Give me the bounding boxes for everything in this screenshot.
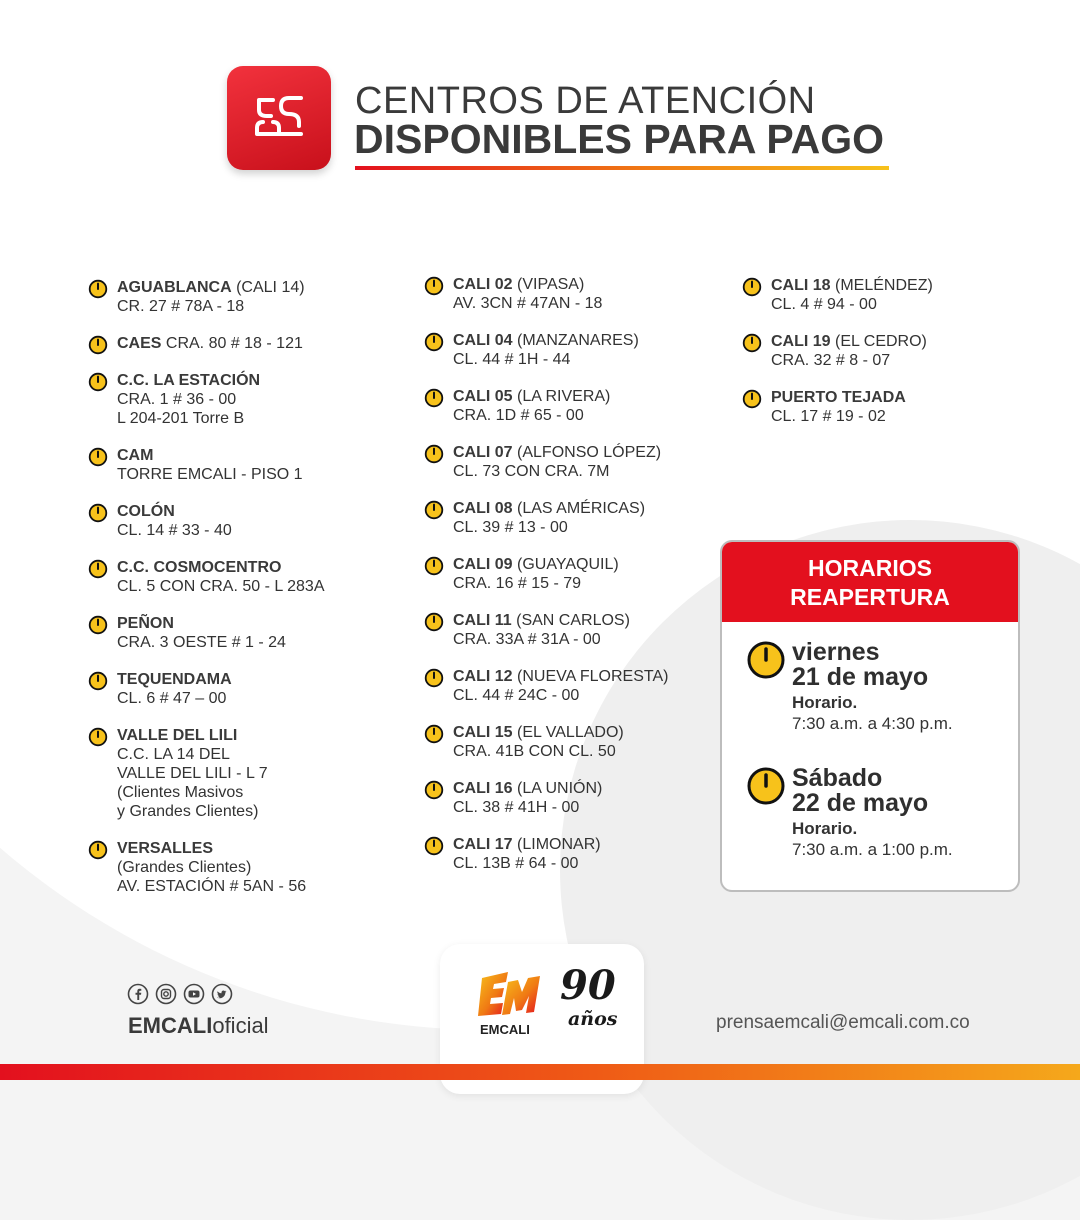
- hours-date: 22 de mayo: [792, 789, 929, 817]
- contact-email[interactable]: prensaemcali@emcali.com.co: [716, 1012, 970, 1033]
- social-icons: [127, 983, 233, 1005]
- location-address-line: CRA. 33A # 31A - 00: [453, 631, 601, 648]
- clock-icon: [88, 447, 108, 467]
- location-address-line: CL. 38 # 41H - 00: [453, 799, 580, 816]
- location-name: PEÑON: [117, 615, 174, 632]
- social-handle-rest: oficial: [212, 1013, 269, 1038]
- location-address-line: CRA. 1D # 65 - 00: [453, 407, 584, 424]
- location-suffix: CRA. 80 # 18 - 121: [161, 335, 303, 352]
- clock-icon: [424, 668, 444, 688]
- hours-day: Sábado: [792, 764, 883, 792]
- clock-icon: [88, 727, 108, 747]
- title-underline: [355, 166, 889, 170]
- location-name: CALI 18: [771, 277, 831, 294]
- location-address-line: CRA. 32 # 8 - 07: [771, 352, 891, 369]
- location-address-line: VALLE DEL LILI - L 7: [117, 765, 268, 782]
- location-name: CALI 16: [453, 780, 513, 797]
- location-address-line: CR. 27 # 78A - 18: [117, 298, 245, 315]
- location-address-line: CL. 14 # 33 - 40: [117, 522, 232, 539]
- location-name: PUERTO TEJADA: [771, 389, 906, 406]
- location-name: VALLE DEL LILI: [117, 727, 238, 744]
- location-name: CAES: [117, 335, 162, 352]
- reopening-hours-card: [720, 540, 1020, 892]
- location-address-line: AV. 3CN # 47AN - 18: [453, 295, 603, 312]
- location-suffix: (LA RIVERA): [512, 388, 611, 405]
- locations-column-1: [88, 278, 388, 914]
- clock-icon: [424, 500, 444, 520]
- hours-day: viernes: [792, 638, 880, 666]
- location-item: [88, 839, 388, 896]
- location-address-line: CL. 5 CON CRA. 50 - L 283A: [117, 578, 325, 595]
- location-suffix: (SAN CARLOS): [511, 612, 630, 629]
- hours-label: Horario.: [792, 693, 858, 712]
- facebook-icon[interactable]: [127, 983, 149, 1005]
- location-suffix: (LAS AMÉRICAS): [512, 500, 646, 517]
- location-name: CALI 19: [771, 333, 831, 350]
- emcali-logo-icon: [478, 968, 544, 1020]
- clock-icon: [88, 671, 108, 691]
- location-item: [424, 275, 714, 313]
- location-address-line: y Grandes Clientes): [117, 803, 259, 820]
- location-suffix: (LA UNIÓN): [512, 780, 603, 797]
- page-title-line2: DISPONIBLES PARA PAGO: [354, 116, 885, 162]
- clock-icon: [742, 333, 762, 353]
- hours-time: 7:30 a.m. a 4:30 p.m.: [792, 714, 953, 733]
- hours-time: 7:30 a.m. a 1:00 p.m.: [792, 840, 953, 859]
- clock-icon: [88, 840, 108, 860]
- location-address-line: CL. 17 # 19 - 02: [771, 408, 886, 425]
- location-address-line: L 204-201 Torre B: [117, 410, 245, 427]
- location-address-line: CRA. 41B CON CL. 50: [453, 743, 616, 760]
- clock-icon: [424, 556, 444, 576]
- bottom-gradient-bar: [0, 1064, 1080, 1080]
- location-name: CALI 05: [453, 388, 513, 405]
- location-name: TEQUENDAMA: [117, 671, 232, 688]
- location-item: [424, 555, 714, 593]
- clock-icon: [88, 559, 108, 579]
- location-item: [88, 278, 388, 316]
- location-suffix: (EL CEDRO): [830, 333, 927, 350]
- location-name: CALI 07: [453, 444, 513, 461]
- location-item: [424, 667, 714, 705]
- location-item: [88, 670, 388, 708]
- location-name: COLÓN: [117, 503, 175, 520]
- location-item: [88, 726, 388, 821]
- location-item: [424, 835, 714, 873]
- location-address-line: CL. 6 # 47 – 00: [117, 690, 227, 707]
- clock-icon: [424, 780, 444, 800]
- location-suffix: (GUAYAQUIL): [512, 556, 619, 573]
- clock-icon: [746, 766, 786, 806]
- location-suffix: (NUEVA FLORESTA): [512, 668, 669, 685]
- social-handle: [128, 1013, 269, 1039]
- clock-icon: [88, 279, 108, 299]
- location-item: [424, 443, 714, 481]
- location-name: CALI 08: [453, 500, 513, 517]
- location-address-line: TORRE EMCALI - PISO 1: [117, 466, 303, 483]
- clock-icon: [746, 640, 786, 680]
- location-item: [88, 446, 388, 484]
- clock-icon: [88, 503, 108, 523]
- location-suffix: (MANZANARES): [512, 332, 639, 349]
- social-handle-bold: EMCALI: [128, 1013, 213, 1038]
- clock-icon: [88, 335, 108, 355]
- location-name: C.C. COSMOCENTRO: [117, 559, 282, 576]
- location-item: [88, 614, 388, 652]
- location-name: CALI 11: [453, 612, 512, 629]
- youtube-icon[interactable]: [183, 983, 205, 1005]
- clock-icon: [424, 612, 444, 632]
- clock-icon: [424, 276, 444, 296]
- location-name: CALI 04: [453, 332, 513, 349]
- clock-icon: [742, 389, 762, 409]
- hours-date: 21 de mayo: [792, 663, 929, 691]
- clock-icon: [742, 277, 762, 297]
- locations-column-3: [742, 276, 1042, 444]
- header-logo: [227, 66, 331, 170]
- location-item: [88, 334, 388, 353]
- location-suffix: (EL VALLADO): [512, 724, 624, 741]
- location-name: VERSALLES: [117, 840, 214, 857]
- clock-icon: [88, 372, 108, 392]
- hours-title-line1: HORARIOS: [808, 555, 932, 581]
- clock-icon: [424, 388, 444, 408]
- location-name: CALI 09: [453, 556, 513, 573]
- location-address-line: CL. 4 # 94 - 00: [771, 296, 877, 313]
- location-item: [424, 331, 714, 369]
- location-suffix: (ALFONSO LÓPEZ): [512, 444, 662, 461]
- location-name: AGUABLANCA: [117, 279, 232, 296]
- location-item: [742, 276, 1042, 314]
- location-item: [742, 332, 1042, 370]
- location-name: CALI 17: [453, 836, 513, 853]
- locations-column-2: [424, 275, 714, 891]
- hours-label: Horario.: [792, 819, 858, 838]
- location-item: [424, 723, 714, 761]
- location-address-line: C.C. LA 14 DEL: [117, 746, 230, 763]
- location-name: CALI 12: [453, 668, 513, 685]
- twitter-icon[interactable]: [211, 983, 233, 1005]
- clock-icon: [424, 836, 444, 856]
- location-address-line: CL. 73 CON CRA. 7M: [453, 463, 610, 480]
- page-title-line1: CENTROS DE ATENCIÓN: [355, 80, 816, 122]
- people-icon: [249, 88, 309, 148]
- location-address-line: CL. 44 # 24C - 00: [453, 687, 580, 704]
- location-address-line: (Grandes Clientes): [117, 859, 252, 876]
- location-address-line: CL. 39 # 13 - 00: [453, 519, 568, 536]
- location-suffix: (CALI 14): [231, 279, 305, 296]
- location-address-line: CRA. 16 # 15 - 79: [453, 575, 582, 592]
- location-address-line: CRA. 1 # 36 - 00: [117, 391, 237, 408]
- location-item: [424, 779, 714, 817]
- location-address-line: CL. 13B # 64 - 00: [453, 855, 579, 872]
- location-item: [88, 502, 388, 540]
- location-address-line: CRA. 3 OESTE # 1 - 24: [117, 634, 286, 651]
- location-address-line: AV. ESTACIÓN # 5AN - 56: [117, 878, 307, 895]
- anniversary-number: 90: [560, 962, 616, 1009]
- clock-icon: [424, 332, 444, 352]
- location-item: [424, 499, 714, 537]
- location-name: CALI 15: [453, 724, 513, 741]
- clock-icon: [88, 615, 108, 635]
- location-name: CAM: [117, 447, 154, 464]
- location-item: [88, 558, 388, 596]
- location-item: [424, 611, 714, 649]
- location-name: CALI 02: [453, 276, 513, 293]
- hours-title-line2: REAPERTURA: [790, 584, 950, 610]
- hours-header: [722, 542, 1018, 622]
- location-address-line: (Clientes Masivos: [117, 784, 244, 801]
- clock-icon: [424, 444, 444, 464]
- location-item: [424, 387, 714, 425]
- location-item: [88, 371, 388, 428]
- location-suffix: (VIPASA): [512, 276, 585, 293]
- location-suffix: (LIMONAR): [512, 836, 601, 853]
- instagram-icon[interactable]: [155, 983, 177, 1005]
- location-item: [742, 388, 1042, 426]
- emcali-logo-text: EMCALI: [480, 1022, 530, 1037]
- location-address-line: CL. 44 # 1H - 44: [453, 351, 571, 368]
- location-suffix: (MELÉNDEZ): [830, 277, 933, 294]
- clock-icon: [424, 724, 444, 744]
- anniversary-word: años: [568, 1008, 618, 1030]
- location-name: C.C. LA ESTACIÓN: [117, 372, 261, 389]
